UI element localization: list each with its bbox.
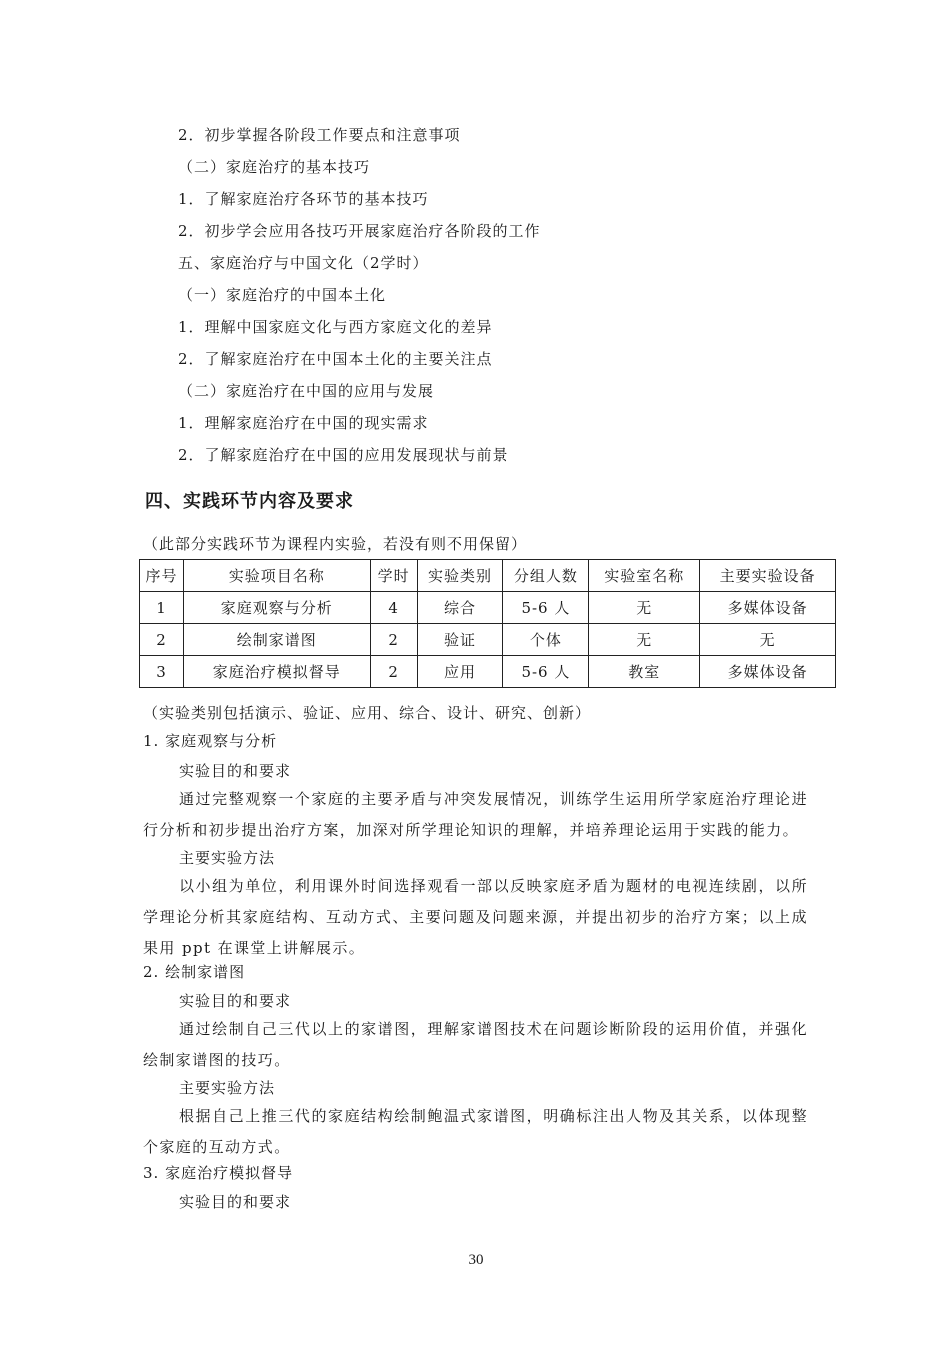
outline-line: 2．了解家庭治疗在中国本土化的主要关注点 <box>178 350 493 368</box>
experiment-title: 2. 绘制家谱图 <box>143 963 246 981</box>
table-cell: 验证 <box>417 624 503 656</box>
experiment-title: 1. 家庭观察与分析 <box>143 732 278 750</box>
experiment-title: 3. 家庭治疗模拟督导 <box>143 1164 294 1182</box>
table-cell: 2 <box>370 624 417 656</box>
paragraph: 根据自己上推三代的家庭结构绘制鲍温式家谱图，明确标注出人物及其关系，以体现整个家庭的互动方式。 <box>143 1107 808 1156</box>
outline-line: 1．理解中国家庭文化与西方家庭文化的差异 <box>178 318 493 336</box>
category-note: （实验类别包括演示、验证、应用、综合、设计、研究、创新） <box>143 704 592 722</box>
header-cell: 实验项目名称 <box>183 560 370 592</box>
table-cell: 教室 <box>589 656 700 688</box>
outline-line: 1．了解家庭治疗各环节的基本技巧 <box>178 190 429 208</box>
table-cell: 综合 <box>417 592 503 624</box>
subsection-label: 实验目的和要求 <box>179 1193 292 1211</box>
outline-line: 1．理解家庭治疗在中国的现实需求 <box>178 414 429 432</box>
outline-line: （二）家庭治疗在中国的应用与发展 <box>178 382 435 400</box>
table-cell: 多媒体设备 <box>700 656 836 688</box>
paragraph: 通过完整观察一个家庭的主要矛盾与冲突发展情况，训练学生运用所学家庭治疗理论进行分析和初步提出治疗方案，加深对所学理论知识的理解，并培养理论运用于实践的能力。 <box>143 790 808 839</box>
outline-line: 2．初步掌握各阶段工作要点和注意事项 <box>178 126 461 144</box>
table-note: （此部分实践环节为课程内实验，若没有则不用保留） <box>143 535 528 553</box>
page-number: 30 <box>468 1252 484 1268</box>
table-cell: 5-6 人 <box>503 592 589 624</box>
outline-line: 2．初步学会应用各技巧开展家庭治疗各阶段的工作 <box>178 222 541 240</box>
table-header-row <box>140 560 836 592</box>
table-row <box>140 624 836 656</box>
table-cell: 4 <box>370 592 417 624</box>
table-cell: 无 <box>589 624 700 656</box>
table-cell: 1 <box>140 592 184 624</box>
table-row <box>140 592 836 624</box>
table-cell: 个体 <box>503 624 589 656</box>
outline-line: （一）家庭治疗的中国本土化 <box>178 286 387 304</box>
subsection-label: 主要实验方法 <box>179 849 276 867</box>
table-cell: 2 <box>140 624 184 656</box>
table-cell: 5-6 人 <box>503 656 589 688</box>
table-cell: 应用 <box>417 656 503 688</box>
header-cell: 序号 <box>140 560 184 592</box>
paragraph: 以小组为单位，利用课外时间选择观看一部以反映家庭矛盾为题材的电视连续剧，以所学理论分析其家庭结构、互动方式、主要问题及问题来源，并提出初步的治疗方案；以上成果用 ppt 在课堂上讲解展示。 <box>143 877 808 957</box>
table-cell: 无 <box>700 624 836 656</box>
table-cell: 3 <box>140 656 184 688</box>
paragraph: 通过绘制自己三代以上的家谱图，理解家谱图技术在问题诊断阶段的运用价值，并强化绘制家谱图的技巧。 <box>143 1020 808 1069</box>
outline-line: 五、家庭治疗与中国文化（2学时） <box>178 254 429 272</box>
subsection-label: 实验目的和要求 <box>179 992 292 1010</box>
header-cell: 实验室名称 <box>589 560 700 592</box>
table-cell: 无 <box>589 592 700 624</box>
table-cell: 绘制家谱图 <box>183 624 370 656</box>
table-cell: 家庭观察与分析 <box>183 592 370 624</box>
header-cell: 学时 <box>370 560 417 592</box>
subsection-label: 实验目的和要求 <box>179 762 292 780</box>
subsection-label: 主要实验方法 <box>179 1079 276 1097</box>
experiment-table <box>139 559 836 688</box>
header-cell: 分组人数 <box>503 560 589 592</box>
outline-line: 2．了解家庭治疗在中国的应用发展现状与前景 <box>178 446 509 464</box>
outline-line: （二）家庭治疗的基本技巧 <box>178 158 371 176</box>
header-cell: 实验类别 <box>417 560 503 592</box>
table-cell: 多媒体设备 <box>700 592 836 624</box>
table-cell: 2 <box>370 656 417 688</box>
table-row <box>140 656 836 688</box>
section-heading: 四、实践环节内容及要求 <box>145 491 354 512</box>
header-cell: 主要实验设备 <box>700 560 836 592</box>
table-cell: 家庭治疗模拟督导 <box>183 656 370 688</box>
